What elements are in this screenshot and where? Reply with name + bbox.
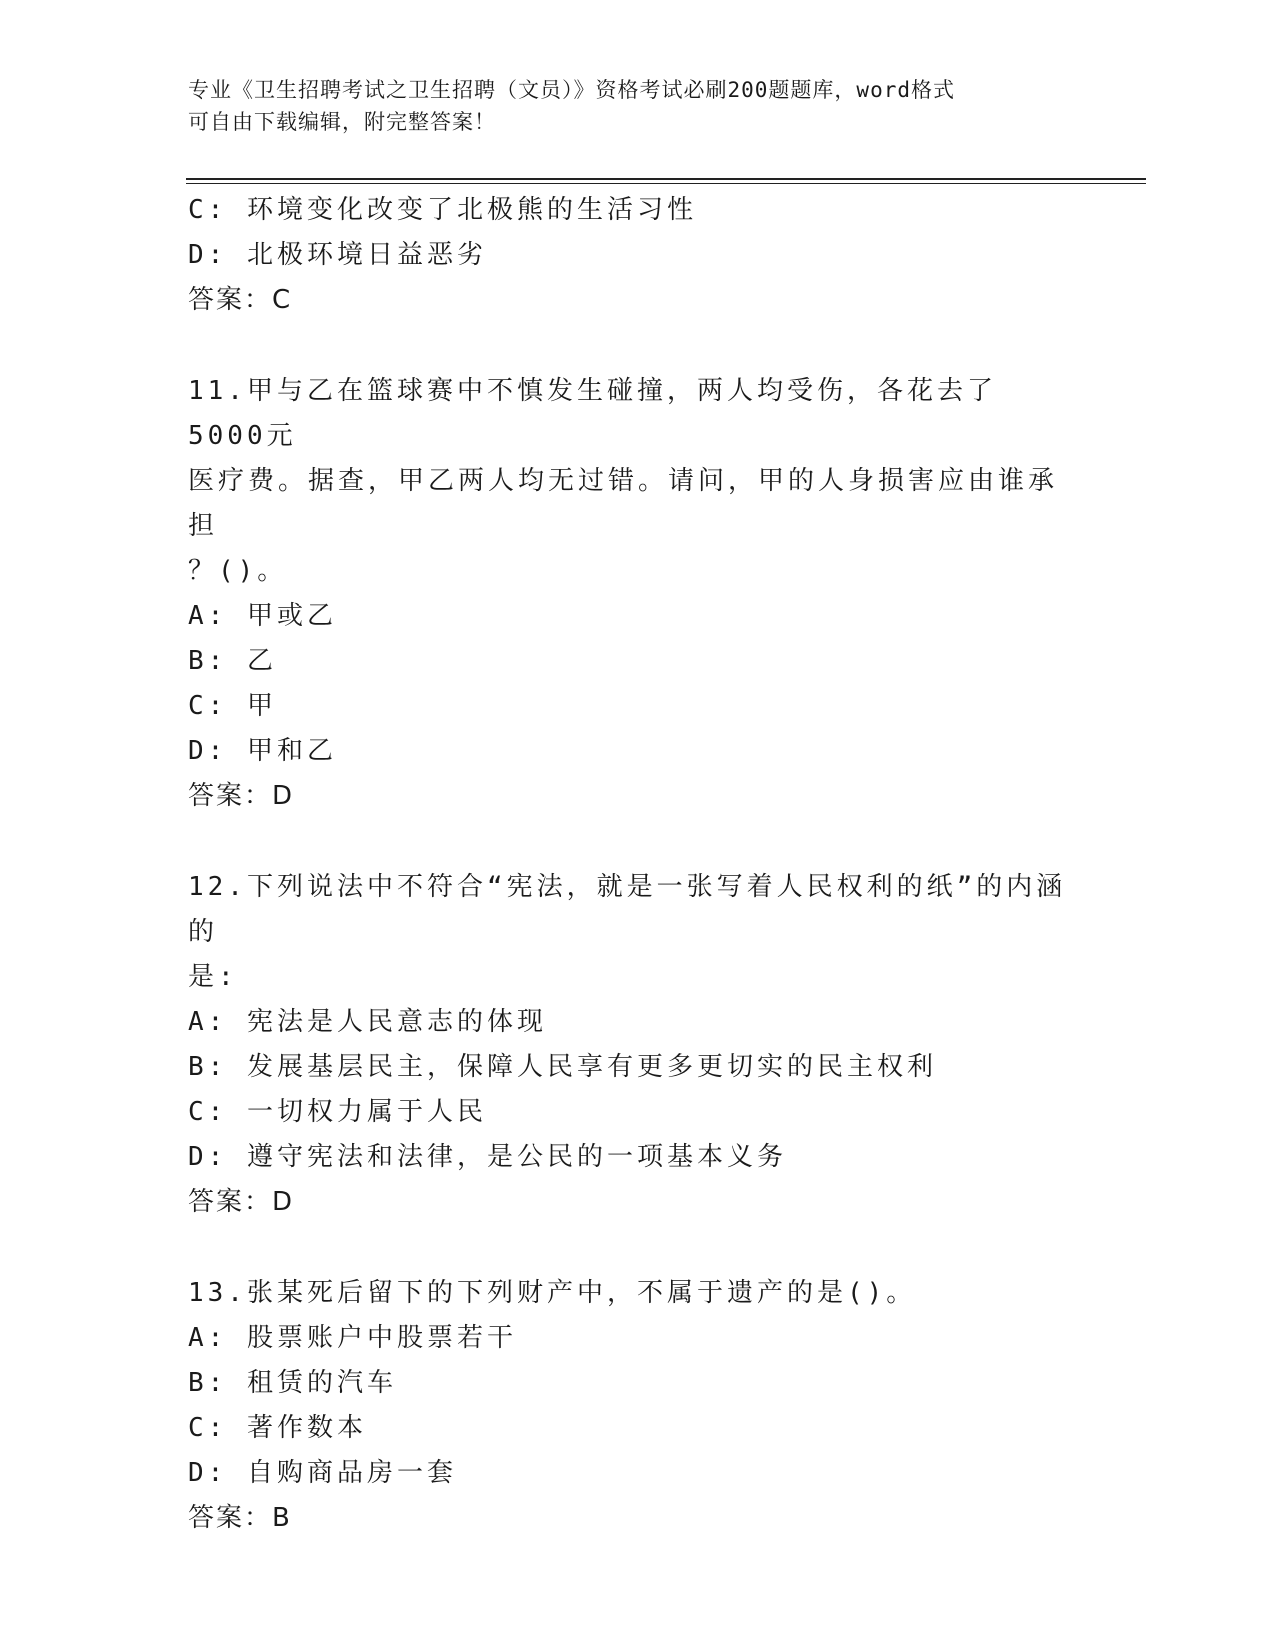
document-body [188,188,1068,1541]
question-stem-line: 医疗费。据查，甲乙两人均无过错。请问，甲的人身损害应由谁承担 [188,466,1059,541]
previous-question-tail [188,188,1068,323]
option-c: C: 著作数本 [188,1413,367,1443]
answer-line: 答案：B [188,1503,292,1533]
option-d: D: 甲和乙 [188,736,337,766]
question-stem-line: 13.张某死后留下的下列财产中，不属于遗产的是()。 [188,1278,917,1308]
option-a: A: 股票账户中股票若干 [188,1323,517,1353]
option-c: C: 环境变化改变了北极熊的生活习性 [188,195,697,225]
option-a: A: 甲或乙 [188,601,337,631]
option-b: B: 乙 [188,646,277,676]
option-d: D: 自购商品房一套 [188,1458,457,1488]
question-stem-line: ？()。 [188,556,288,586]
option-b: B: 发展基层民主，保障人民享有更多更切实的民主权利 [188,1052,937,1082]
question-stem-line: 12.下列说法中不符合“宪法，就是一张写着人民权利的纸”的内涵的 [188,872,1067,947]
option-d: D: 北极环境日益恶劣 [188,240,487,270]
question-stem-line: 11.甲与乙在篮球赛中不慎发生碰撞，两人均受伤，各花去了5000元 [188,376,997,451]
document-header [188,74,1068,138]
answer-line: 答案：C [188,285,293,315]
header-divider-thin [186,183,1146,184]
header-line-2: 可自由下载编辑，附完整答案！ [188,110,496,134]
header-line-1: 专业《卫生招聘考试之卫生招聘（文员）》资格考试必刷200题题库，word格式 [188,78,955,102]
option-c: C: 一切权力属于人民 [188,1097,487,1127]
option-c: C: 甲 [188,691,277,721]
question-stem-line: 是: [188,962,238,992]
header-divider-thick [186,178,1146,180]
answer-line: 答案：D [188,1187,295,1217]
question-12 [188,865,1068,1225]
question-11 [188,369,1068,819]
answer-line: 答案：D [188,781,295,811]
option-a: A: 宪法是人民意志的体现 [188,1007,547,1037]
question-13 [188,1271,1068,1541]
option-d: D: 遵守宪法和法律，是公民的一项基本义务 [188,1142,787,1172]
option-b: B: 租赁的汽车 [188,1368,397,1398]
